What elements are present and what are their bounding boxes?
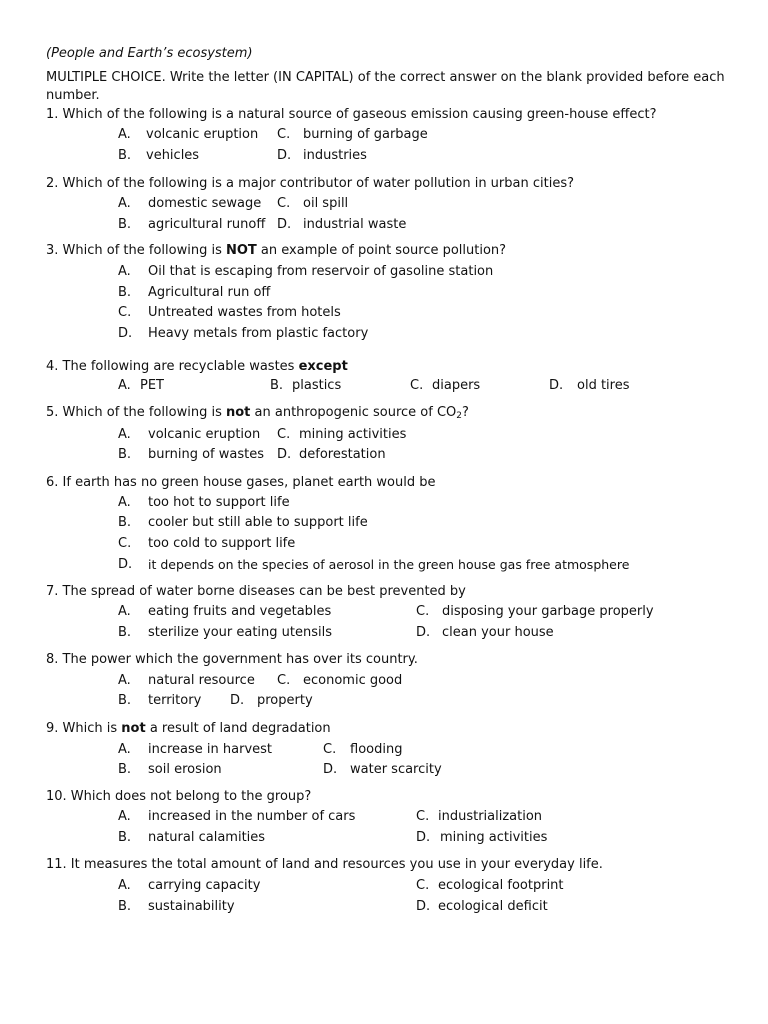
worksheet-subtitle: (People and Earth’s ecosystem) [46, 46, 253, 61]
q1-option-a-text: volcanic eruption [146, 127, 259, 142]
q1-option-d-text: industries [303, 148, 367, 163]
question-6-stem: 6. If earth has no green house gases, planet earth would be [46, 475, 436, 490]
q8-option-c-letter: C. [277, 673, 291, 688]
q10-option-b-text: natural calamities [148, 830, 266, 845]
q1-option-c-letter: C. [277, 127, 291, 142]
q10-option-a-text: increased in the number of cars [148, 809, 356, 824]
q6-option-d-text: it depends on the species of aerosol in the green house gas free atmosphere [148, 557, 630, 572]
q6-option-b-letter: B. [118, 515, 132, 530]
q6-option-b-text: cooler but still able to support life [148, 515, 368, 530]
q9-option-b-letter: B. [118, 762, 132, 777]
q10-option-d-letter: D. [416, 830, 431, 845]
question-11-stem: 11. It measures the total amount of land and resources you use in your everyday life. [46, 857, 603, 872]
q5-option-a-letter: A. [118, 427, 131, 442]
q3-option-a-text: Oil that is escaping from reservoir of gasoline station [148, 264, 494, 279]
question-4-stem: 4. The following are recyclable wastes except [46, 359, 348, 374]
q1-option-c-text: burning of garbage [303, 127, 428, 142]
q11-option-c-text: ecological footprint [438, 878, 564, 893]
q3-option-a-letter: A. [118, 264, 131, 279]
q9-option-b-text: soil erosion [148, 762, 222, 777]
q7-option-c-text: disposing your garbage properly [442, 604, 654, 619]
q10-option-a-letter: A. [118, 809, 131, 824]
q7-option-b-letter: B. [118, 625, 132, 640]
q2-option-d-text: industrial waste [303, 217, 407, 232]
question-8-stem: 8. The power which the government has over its country. [46, 652, 418, 667]
q8-option-b-text: territory [148, 693, 202, 708]
q10-option-b-letter: B. [118, 830, 132, 845]
q6-option-c-letter: C. [118, 536, 132, 551]
q2-option-d-letter: D. [277, 217, 292, 232]
q6-option-a-letter: A. [118, 495, 131, 510]
q6-option-d-letter: D. [118, 557, 133, 572]
q9-option-d-letter: D. [323, 762, 338, 777]
q8-option-a-text: natural resource [148, 673, 255, 688]
q3-option-b-letter: B. [118, 285, 132, 300]
q11-option-b-text: sustainability [148, 899, 235, 914]
question-3-stem: 3. Which of the following is NOT an example of point source pollution? [46, 243, 507, 258]
question-7-stem: 7. The spread of water borne diseases can be best prevented by [46, 584, 466, 599]
q5-option-d-text: deforestation [299, 447, 386, 462]
q9-option-a-text: increase in harvest [148, 742, 273, 757]
question-10-stem: 10. Which does not belong to the group? [46, 789, 312, 804]
q11-option-b-letter: B. [118, 899, 132, 914]
q11-option-d-text: ecological deficit [438, 899, 548, 914]
q1-option-d-letter: D. [277, 148, 292, 163]
q7-option-a-letter: A. [118, 604, 131, 619]
q3-option-b-text: Agricultural run off [148, 285, 271, 300]
q5-option-c-text: mining activities [299, 427, 407, 442]
q10-option-c-text: industrialization [438, 809, 543, 824]
q2-option-c-letter: C. [277, 196, 291, 211]
q2-option-b-letter: B. [118, 217, 132, 232]
q3-option-d-text: Heavy metals from plastic factory [148, 326, 369, 341]
q7-option-c-letter: C. [416, 604, 430, 619]
q2-option-a-text: domestic sewage [148, 196, 262, 211]
q2-option-c-text: oil spill [303, 196, 349, 211]
q4-option-b-text: plastics [292, 378, 342, 393]
q8-option-a-letter: A. [118, 673, 131, 688]
q10-option-d-text: mining activities [440, 830, 548, 845]
q11-option-a-text: carrying capacity [148, 878, 261, 893]
q8-option-c-text: economic good [303, 673, 403, 688]
q4-option-c-text: diapers [432, 378, 481, 393]
q8-option-b-letter: B. [118, 693, 132, 708]
q8-option-d-letter: D. [230, 693, 245, 708]
q11-option-a-letter: A. [118, 878, 131, 893]
question-9-stem: 9. Which is not a result of land degradation [46, 721, 331, 736]
q11-option-c-letter: C. [416, 878, 430, 893]
q9-option-c-text: flooding [350, 742, 403, 757]
q6-option-a-text: too hot to support life [148, 495, 290, 510]
question-2-stem: 2. Which of the following is a major contributor of water pollution in urban cities? [46, 176, 574, 191]
q7-option-d-text: clean your house [442, 625, 554, 640]
q4-option-a-text: PET [140, 378, 164, 393]
q4-option-d-text: old tires [577, 378, 630, 393]
q4-option-b-letter: B. [270, 378, 284, 393]
q4-option-a-letter: A. [118, 378, 131, 393]
q9-option-a-letter: A. [118, 742, 131, 757]
q3-option-c-letter: C. [118, 305, 132, 320]
q5-option-d-letter: D. [277, 447, 292, 462]
q5-option-b-text: burning of wastes [148, 447, 264, 462]
q10-option-c-letter: C. [416, 809, 430, 824]
q2-option-b-text: agricultural runoff [148, 217, 266, 232]
q7-option-b-text: sterilize your eating utensils [148, 625, 333, 640]
q5-option-c-letter: C. [277, 427, 291, 442]
q5-option-b-letter: B. [118, 447, 132, 462]
q9-option-c-letter: C. [323, 742, 337, 757]
q7-option-a-text: eating fruits and vegetables [148, 604, 332, 619]
q1-option-a-letter: A. [118, 127, 131, 142]
q4-option-d-letter: D. [549, 378, 564, 393]
q4-option-c-letter: C. [410, 378, 424, 393]
q6-option-c-text: too cold to support life [148, 536, 296, 551]
q5-option-a-text: volcanic eruption [148, 427, 261, 442]
q7-option-d-letter: D. [416, 625, 431, 640]
instructions: MULTIPLE CHOICE. Write the letter (IN CAPITAL) of the correct answer on the blank provided before each number. [46, 70, 725, 103]
q3-option-d-letter: D. [118, 326, 133, 341]
q11-option-d-letter: D. [416, 899, 431, 914]
q3-option-c-text: Untreated wastes from hotels [148, 305, 341, 320]
question-5-stem: 5. Which of the following is not an anthropogenic source of $CO_2$? [46, 405, 469, 421]
q9-option-d-text: water scarcity [350, 762, 442, 777]
q1-option-b-text: vehicles [146, 148, 200, 163]
q8-option-d-text: property [257, 693, 313, 708]
q2-option-a-letter: A. [118, 196, 131, 211]
question-1-stem: 1. Which of the following is a natural source of gaseous emission causing green-house effect? [46, 107, 657, 122]
q1-option-b-letter: B. [118, 148, 132, 163]
